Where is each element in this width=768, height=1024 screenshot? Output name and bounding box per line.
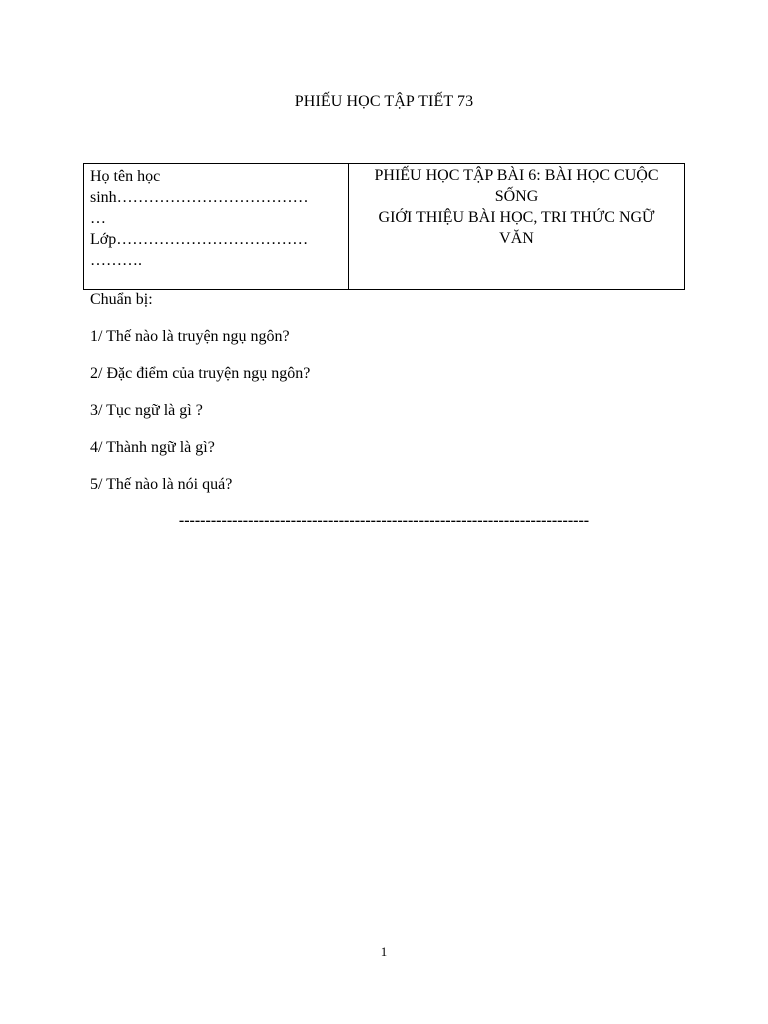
- student-name-label: Họ tên học: [90, 168, 161, 185]
- class-field-dots-cont: ……….: [90, 252, 142, 269]
- worksheet-subheading-line-2: VĂN: [499, 230, 534, 247]
- page-title: PHIẾU HỌC TẬP TIẾT 73: [294, 93, 474, 110]
- section-divider: -----------------------------------------------------------------------------: [178, 512, 590, 529]
- question-3: 3/ Tục ngữ là gì ?: [90, 402, 203, 419]
- worksheet-heading-line-2: SỐNG: [494, 188, 539, 205]
- question-1: 1/ Thế nào là truyện ngụ ngôn?: [90, 328, 290, 345]
- class-field: Lớp………………………………: [90, 231, 309, 248]
- student-info-cell: [84, 164, 349, 289]
- student-name-dots-cont: …: [90, 210, 106, 227]
- question-5: 5/ Thế nào là nói quá?: [90, 476, 233, 493]
- question-2: 2/ Đặc điểm của truyện ngụ ngôn?: [90, 365, 311, 382]
- worksheet-info-cell: [349, 164, 684, 289]
- header-table: [83, 163, 685, 290]
- worksheet-heading-line-1: PHIẾU HỌC TẬP BÀI 6: BÀI HỌC CUỘC: [374, 167, 659, 184]
- student-name-dots: sinh………………………………: [90, 189, 309, 206]
- question-4: 4/ Thành ngữ là gì?: [90, 439, 215, 456]
- prep-label: Chuẩn bị:: [90, 291, 153, 308]
- worksheet-subheading-line-1: GIỚI THIỆU BÀI HỌC, TRI THỨC NGỮ: [378, 209, 655, 226]
- page-number: 1: [380, 944, 388, 959]
